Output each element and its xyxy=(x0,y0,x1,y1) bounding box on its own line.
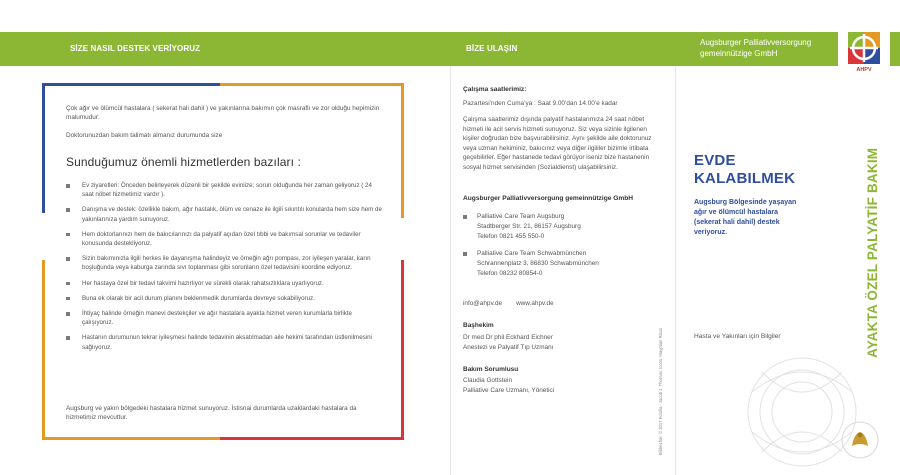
list-item: Hastanın durumunun tekrar iyileşmesi halinde tedavinin aksatılmadan aile hekimi tarafından üstlenilmesini sağlıyoruz. xyxy=(66,333,382,351)
frame-left-lower xyxy=(42,260,45,440)
header-band xyxy=(0,32,900,66)
logo-text: AHPV xyxy=(856,67,872,73)
location-street: Stadtberger Str. 21, 86157 Augsburg xyxy=(477,222,581,230)
hours-title: Çalışma saatlerimiz: xyxy=(463,86,527,93)
services-heading: Sunduğumuz önemli hizmetlerden bazıları : xyxy=(66,155,301,169)
intro-paragraph: Çok ağır ve ölümcül hastalara ( sekerat hali dahil ) ve yakınlarına bakımın çok masraflı ve zor olduğu hepimizin malumudur: xyxy=(66,105,380,122)
hours-line: Pazartesi’nden Cuma’ya : Saat 9.00’dan 14.00’e kadar xyxy=(463,100,618,107)
intro-doctor-note: Doktorunuzdan bakım talimatı almanız durumunda size xyxy=(66,132,223,139)
column-divider xyxy=(450,66,451,475)
locations-list xyxy=(463,212,663,287)
org-name: Augsburger Palliativversorgung gemeinnützige GmbH xyxy=(700,38,812,58)
middle-section-title: BİZE ULAŞIN xyxy=(466,44,518,53)
chief-role: Anestezi ve Palyatif Tıp Uzmanı xyxy=(463,344,554,351)
location-phone: Telefon 08232 80854-0 xyxy=(477,269,543,277)
list-item: Ev ziyaretleri: Önceden belirleyerek düzenli bir şekilde eviniize; sorun olduğunda her zaman geliyoruz ( 24 saat nöbet hizmetimiz vardır ). xyxy=(66,181,382,199)
cover-title-line2: KALABILMEK xyxy=(694,170,796,187)
frame-left-upper xyxy=(42,83,45,213)
seal-icon xyxy=(840,420,880,460)
care-role: Palliative Care Uzmanı, Yönetici xyxy=(463,387,555,394)
location-name: Palliative Care Team Schwabmünchen xyxy=(477,250,587,258)
frame-top-right xyxy=(220,83,404,86)
vertical-title: AYAKTA ÖZEL PALYATİF BAKIM xyxy=(865,147,880,358)
location-augsburg xyxy=(463,212,663,241)
list-item: İhtiyaç halinde örneğin manevi destekçiler ve ağır hastalara ayakta hizmet veren kurumlarla birlikte çalışıyoruz. xyxy=(66,309,382,327)
location-street: Schrannenplatz 3, 86830 Schwabmünchen xyxy=(477,260,599,268)
list-item: Sizin bakımınızla ilgili herkes ile dayanışma halindeyiz ve örneğin ağrı pompası, zor iyileşen yaralar, karın boşluğunda veya kaburga zarında sıvı toplanması gibi sorunların özel tedavisini koordine ediyoruz. xyxy=(66,254,382,272)
cover-subtitle: Augsburg Bölgesinde yaşayan ağır ve ölümcül hastalara (sekerat hali dahil) destek veriyoruz. xyxy=(694,199,797,236)
frame-bottom-left xyxy=(42,437,227,440)
location-phone: Telefon 0821 455 550-0 xyxy=(477,232,545,240)
services-list xyxy=(66,181,382,358)
list-item: Danışma ve destek: özellikle bakım, ağır hastalık, ölüm ve cenaze ile ilgili sıkıntılı konularda hem size hem de yakınlarınıza yardım sunuyoruz. xyxy=(66,205,382,223)
frame-top-left xyxy=(42,83,227,86)
frame-right-lower xyxy=(401,260,404,440)
hours-paragraph: Çalışma saatlerimiz dışında palyatif hastalarımıza 24 saat nöbet hizmeti ile acil servis hizmeti sunuyoruz. Siz veya sizinle ilgilenen kişiler doğrudan bize başvurabilirsiniz. Aynı şekilde aile doktorunuz veya uzman hekiminiz, bakıcınız veya diğer ilgililer bizimle irtibata geçebilirler. Eğer hastanede tedavi görüyor iseniz bize hastanenin sosyal hizmet servisinden (Sozialdienst) ulaşabilirsiniz. xyxy=(463,116,652,171)
closing-paragraph: Augsburg ve yakın bölgedeki hastalara hizmet sunuyoruz. İstisnai durumlarda uzaklardaki hastalara da hizmetimiz mevcuttur. xyxy=(66,405,357,422)
contact-line xyxy=(463,300,568,307)
email-link[interactable]: info@ahpv.de xyxy=(463,300,503,307)
list-item: Buna ek olarak bir acil durum planını beklenmedik durumlarda devreye sokabiliyoruz. xyxy=(66,294,382,303)
ahpv-logo xyxy=(838,28,890,74)
chief-title: Başhekim xyxy=(463,322,494,329)
org-title: Augsburger Palliativversorgung gemeinnützige GmbH xyxy=(463,195,633,202)
care-name: Claudia Gottstein xyxy=(463,377,513,384)
logo-mark-icon xyxy=(846,30,882,66)
photo-credit: Bildrechte: © 2017 Fotolia - Jacob J. Thomas; Icons: Mayptian Risus xyxy=(658,327,663,455)
chief-name: Dr med Dr phil Eckhard Eichner xyxy=(463,334,553,341)
list-item: Hem doktorlarınızı hem de bakıcılarınızı da palyatif açıdan özel tıbbi ve bakımsal sorunlar ve tedaviler konusunda destekliyoruz. xyxy=(66,230,382,248)
left-section-title: SİZE NASIL DESTEK VERİYORUZ xyxy=(70,44,201,53)
location-schwabmuenchen xyxy=(463,249,663,278)
cover-title xyxy=(694,152,795,188)
frame-right-upper xyxy=(401,83,404,218)
cover-title-line1: EVDE xyxy=(694,152,736,169)
location-name: Palliative Care Team Augsburg xyxy=(477,213,565,220)
cover-note: Hasta ve Yakınları için Bilgiler xyxy=(694,333,781,340)
frame-bottom-right xyxy=(220,437,404,440)
column-divider xyxy=(675,66,676,475)
website-link[interactable]: www.ahpv.de xyxy=(516,300,554,307)
list-item: Her hastaya özel bir tedavi takvimi hazırlıyor ve sürekli olarak rahatsızlıklara uyarlıyoruz. xyxy=(66,279,382,288)
care-title: Bakım Sorumlusu xyxy=(463,366,519,373)
